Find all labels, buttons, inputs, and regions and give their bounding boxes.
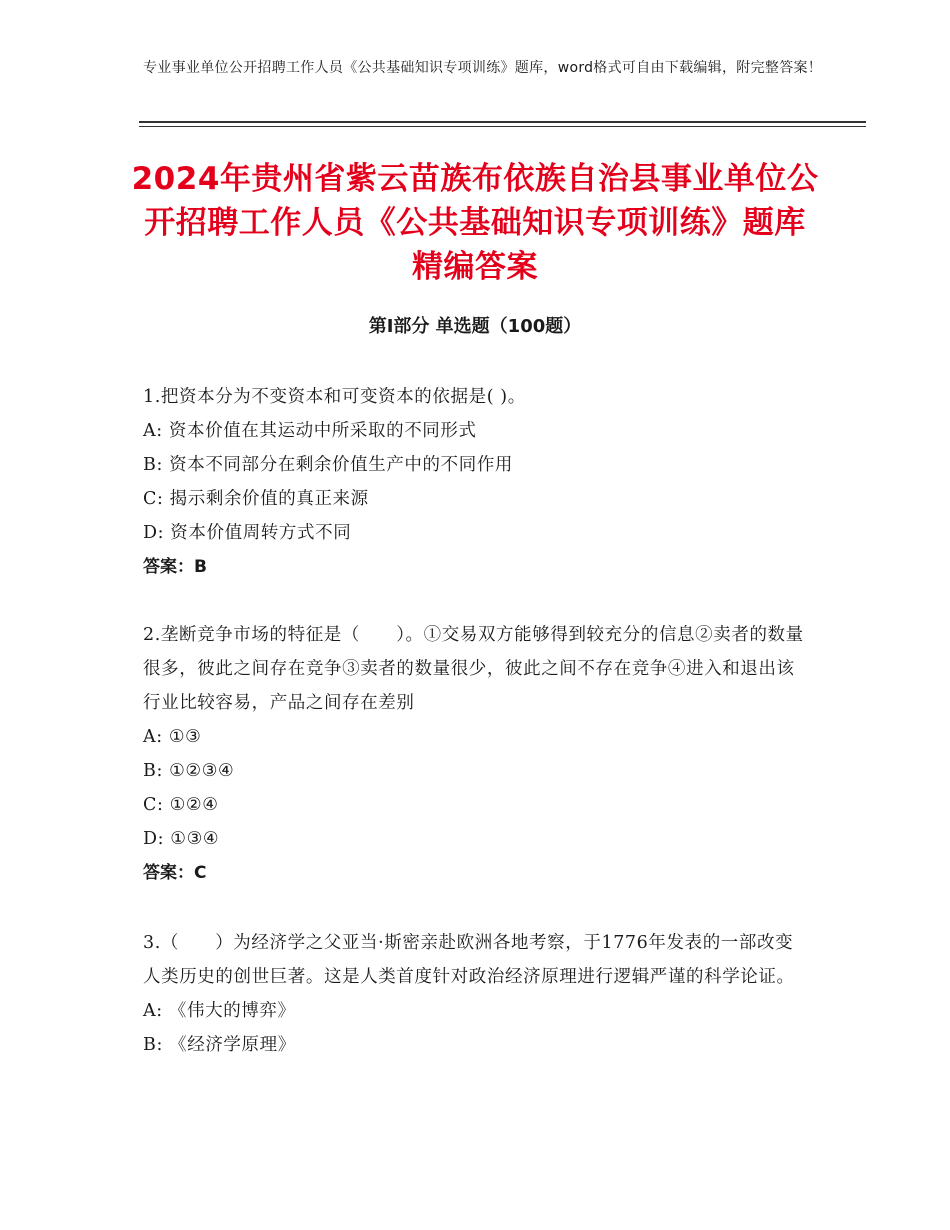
option-a: A: ①③ (143, 727, 202, 747)
option-b: B: 《经济学原理》 (143, 1035, 296, 1055)
option-c: C: 揭示剩余价值的真正来源 (143, 489, 369, 509)
header-rule-thick (139, 121, 866, 123)
option-d: D: ①③④ (143, 829, 220, 849)
question-stem: 2.垄断竞争市场的特征是（ ）。①交易双方能够得到较充分的信息②卖者的数量很多，彼此之间存在竞争③卖者的数量很少，彼此之间不存在竞争④进入和退出该行业比较容易，产品之间存在差别 (143, 625, 804, 713)
answer: 答案：B (143, 557, 207, 577)
header-note: 专业事业单位公开招聘工作人员《公共基础知识专项训练》题库，word格式可自由下载编辑，附完整答案！ (143, 60, 823, 76)
option-c: C: ①②④ (143, 795, 219, 815)
question-stem: 1.把资本分为不变资本和可变资本的依据是( )。 (143, 387, 526, 407)
option-b: B: ①②③④ (143, 761, 235, 781)
question-1 (143, 380, 808, 584)
section-title: 第Ⅰ部分 单选题（100题） (368, 316, 582, 337)
question-3 (143, 926, 808, 1062)
option-a: A: 《伟大的博弈》 (143, 1001, 296, 1021)
option-a: A: 资本价值在其运动中所采取的不同形式 (143, 421, 477, 441)
option-d: D: 资本价值周转方式不同 (143, 523, 352, 543)
question-2 (143, 618, 808, 890)
header-rule-thin (139, 126, 866, 127)
question-stem: 3.（ ）为经济学之父亚当·斯密亲赴欧洲各地考察，于1776年发表的一部改变人类历史的创世巨著。这是人类首度针对政治经济原理进行逻辑严谨的科学论证。 (143, 933, 795, 987)
option-b: B: 资本不同部分在剩余价值生产中的不同作用 (143, 455, 514, 475)
document-title: 2024年贵州省紫云苗族布依族自治县事业单位公开招聘工作人员《公共基础知识专项训练》题库精编答案 (131, 161, 819, 285)
answer: 答案：C (143, 863, 207, 883)
